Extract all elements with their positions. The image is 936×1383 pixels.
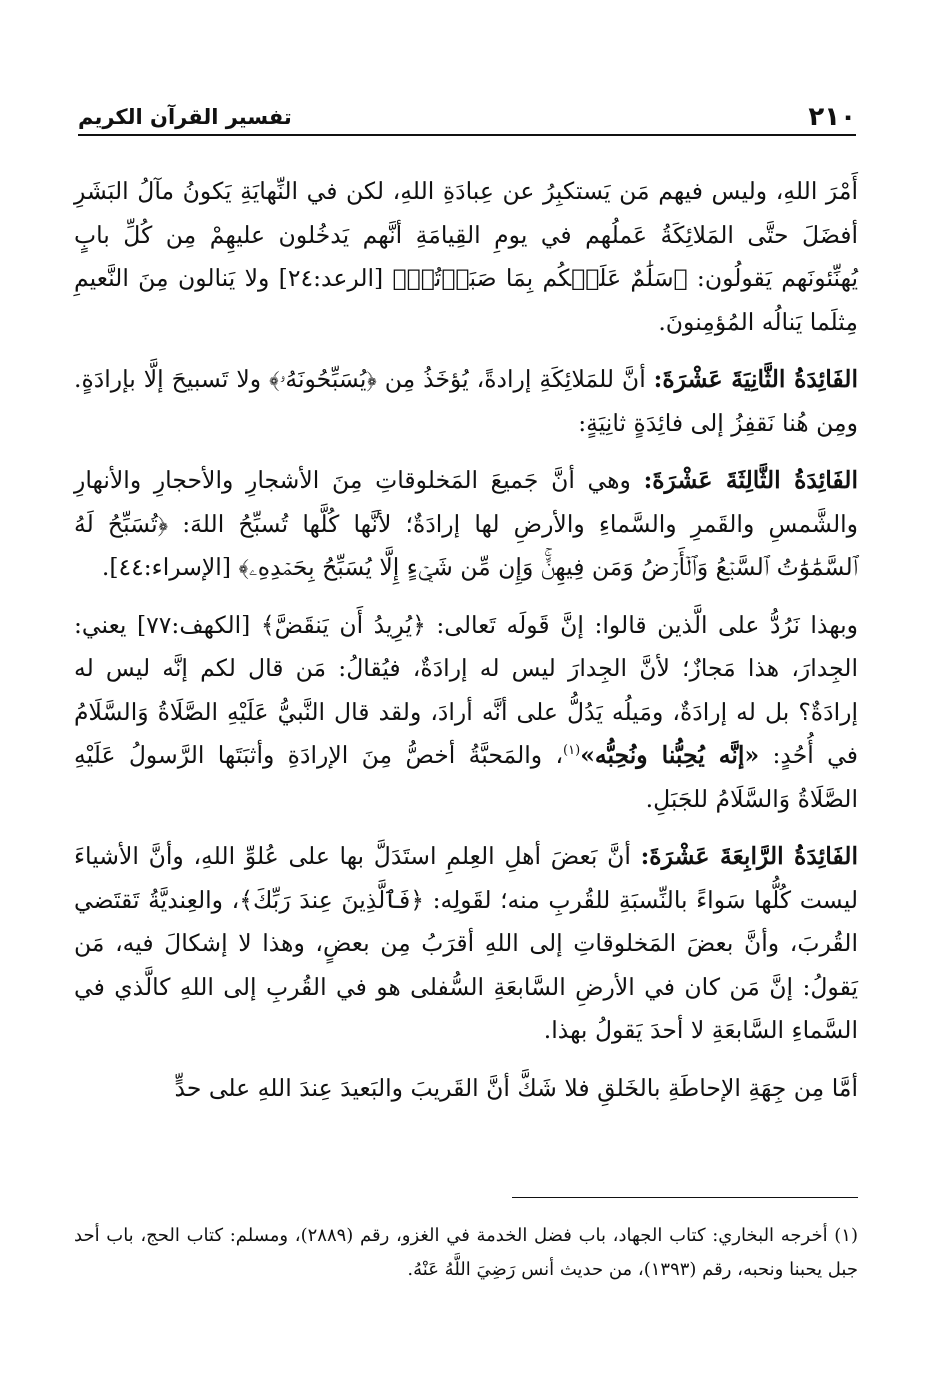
paragraph-text: أنَّ للمَلائِكَةِ إرادةً، يُؤخَذُ مِن ﴿يُسَبِّحُونَهُۥ﴾ ولا تَسبيحَ إلَّا بإرادَةٍ. ومِن هُنا نَقفِزُ إلى فائِدَةٍ ثانِيَةٍ:: [74, 365, 858, 437]
footnote: [74, 1219, 858, 1287]
hadith-quote: «إنَّه يُحِبُّنا ونُحِبُّه»: [580, 741, 760, 769]
paragraph-wall-discussion: [74, 604, 858, 822]
footnote-text: (١) أخرجه البخاري: كتاب الجهاد، باب فضل الخدمة في الغزو، رقم (٢٨٨٩)، ومسلم: كتاب الحج، باب أحد جبل يحبنا ونحبه، رقم (١٣٩٣)، من حديث أنس رَضِيَ اللَّهُ عَنْهُ.: [74, 1225, 858, 1280]
benefit-heading: الفَائِدَةُ الثَّانِيَةَ عَشْرَةَ:: [653, 365, 858, 393]
paragraph-text: وبهذا نَرُدُّ على الَّذين قالوا: إنَّ قَولَه تَعالى: ﴿يُرِيدُ أَن يَنقَضَّ﴾ [الكهف:٧٧] يعني: الجِدارَ، هذا مَجازٌ؛ لأنَّ الجِدارَ ليس له إرادَةٌ، فيُقالُ: مَن قال لكم إنَّه ليس له إرادَةٌ؟ بل له إرادَةٌ، ومَيلُه يَدُلُّ على أنَّه أرادَ، ولقد قال النَّبيُّ عَلَيْهِ الصَّلَاةُ وَالسَّلَامُ في أُحُدٍ:: [74, 610, 858, 769]
benefit-heading: الفَائِدَةُ الرَّابِعَةَ عَشْرَةَ:: [640, 842, 858, 870]
footnote-separator: [512, 1197, 858, 1198]
paragraph-text: أَمْرَ اللهِ، وليس فيهم مَن يَستكبِرُ عن عِبادَةِ اللهِ، لكن في النِّهايَةِ يَكونُ مآلُ البَشَرِ أفضَلَ حتَّى المَلائِكَةُ عَملُهم في يومِ القِيامَةِ أنَّهم يَدخُلون عليهِمْ مِن كُلِّ بابٍ يُهنِّئونَهم يَقولُون: ﴿سَلَٰمٌ عَلَيۡكُم بِمَا صَبَرۡتُمۡ﴾ [الرعد:٢٤] ولا يَنالون مِنَ النَّعيمِ مِثلَما يَنالُه المُؤمِنونَ.: [74, 177, 858, 336]
paragraph-text: وهي أنَّ جَميعَ المَخلوقاتِ مِنَ الأشجارِ والأحجارِ والأنهارِ والشَّمسِ والقَمرِ والسَّماءِ والأرضِ لها إرادَةٌ؛ لأنَّها كُلَّها تُسبِّحُ اللهَ: ﴿تُسَبِّحُ لَهُ ٱلسَّمَٰوَٰتُ ٱلسَّبۡعُ وَٱلۡأَرۡضُ وَمَن فِيهِنَّۚ وَإِن مِّن شَيۡءٍ إِلَّا يُسَبِّحُ بِحَمۡدِهِۦ﴾ [الإسراء:٤٤].: [74, 466, 858, 581]
book-title: تفسير القرآن الكريم: [78, 105, 292, 129]
benefit-heading: الفَائِدَةُ الثَّالِثَةَ عَشْرَةَ:: [643, 466, 858, 494]
paragraph-1: [74, 170, 858, 344]
paragraph-benefit-12: [74, 358, 858, 445]
page-header: [78, 100, 856, 136]
page-body: [74, 170, 858, 1110]
paragraph-benefit-13: [74, 459, 858, 590]
paragraph-last: [74, 1067, 858, 1111]
paragraph-text: أنَّ بَعضَ أهلِ العِلمِ استَدَلَّ بها على عُلوِّ اللهِ، وأنَّ الأشياءَ ليست كُلُّها سَواءً بالنِّسبَةِ للقُربِ منه؛ لقَولِه: ﴿فَٱلَّذِينَ عِندَ رَبِّكَ﴾، والعِنديَّةُ تَقتَضي القُربَ، وأنَّ بعضَ المَخلوقاتِ إلى اللهِ أقرَبُ مِن بعضٍ، وهذا لا إشكالَ فيه، مَن يَقولُ: إنَّ مَن كان في الأرضِ السَّابعَةِ السُّفلى هو في القُربِ إلى اللهِ كالَّذي في السَّماءِ السَّابعَةِ لا أحدَ يَقولُ بهذا.: [74, 842, 858, 1044]
page-number: ٢١٠: [808, 102, 856, 132]
paragraph-benefit-14: [74, 835, 858, 1053]
footnote-reference[interactable]: (١): [563, 743, 581, 759]
paragraph-text: أمَّا مِن جِهَةِ الإحاطَةِ بالخَلقِ فلا شَكَّ أنَّ القَريبَ والبَعيدَ عِندَ اللهِ على حدٍّ: [174, 1073, 858, 1102]
paragraph-text-continued: ، والمَحبَّةُ أخصُّ مِنَ الإرادَةِ وأثبَتَها الرَّسولُ عَلَيْهِ الصَّلَاةُ وَالسَّلَامُ للجَبَلِ.: [74, 741, 858, 813]
